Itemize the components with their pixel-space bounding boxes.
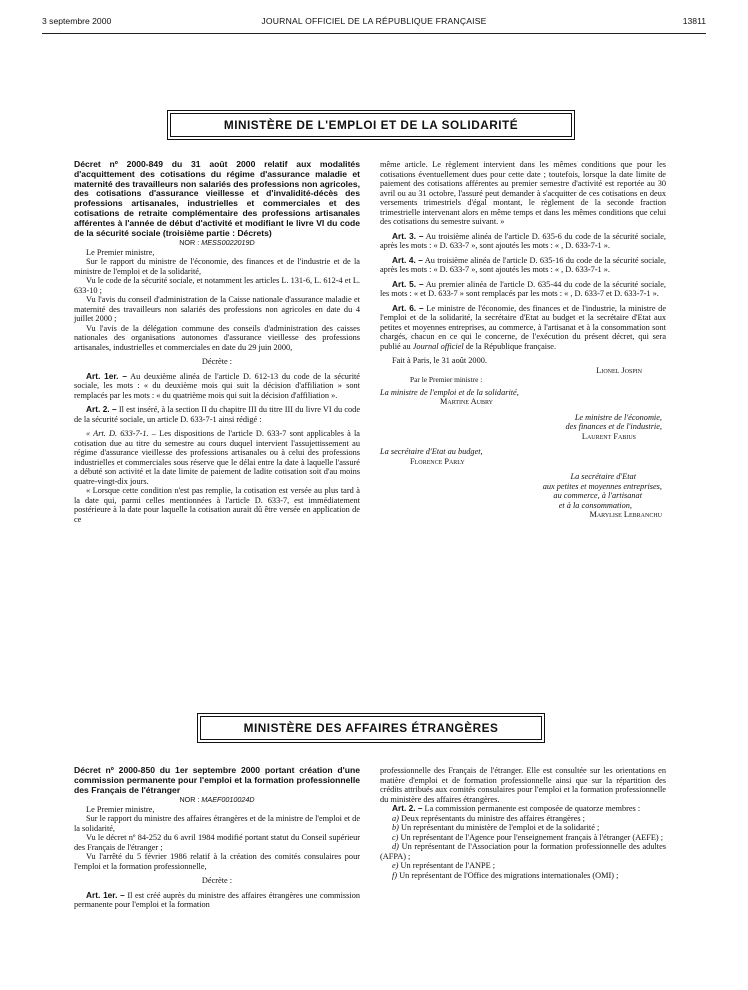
fait-a-paris: Fait à Paris, le 31 août 2000. [392,356,487,365]
visa-paragraph: Vu l'arrêté du 5 février 1986 relatif à la création des comités consulaires pour l'emploi et la formation professionnelle, [74,852,360,871]
list-item: c) Un représentant de l'Agence pour l'enseignement français à l'étranger (AEFE) ; [392,832,664,842]
nor-reference: NOR : MESS0022019D [179,238,255,248]
section1-left-column [74,160,360,524]
section2-right-column [380,766,666,880]
signature-role: des finances et de l'industrie, [565,422,662,431]
visa-paragraph: Vu le décret nº 84-252 du 6 avril 1984 modifié portant statut du Conseil supérieur des Français de l'étranger ; [74,833,360,852]
header-rule [42,33,706,34]
article-5: Art. 5. – Au premier alinéa de l'article D. 635-44 du code de la sécurité sociale, les mots : « et D. 633-7 » sont remplacés par les mots : « , D. 633-7 et D. 633-7-1 ». [380,278,666,298]
article-2-quote-1: « Art. D. 633-7-1. – Les dispositions de l'article D. 633-7 sont applicables à la cotisation due au titre du semestre au cours duquel intervient l'assujettissement au régime d'assurance vieillesse des professions artisanales ou à celui des professions industrielles et commerciales sous réserve que le délai entre la date à laquelle l'assuré a débuté son activité et la date limite de paiement de ladite cotisation soit d'au moins quatre-vingt-dix jours. [74,429,360,486]
list-item: e) Un représentant de l'ANPE ; [392,861,496,870]
article-2: Art. 2. – La commission permanente est composée de quatorze membres : [392,803,641,813]
signature-name: Laurent Fabius [581,431,636,441]
decrete-heading: Décrète : [201,876,233,886]
decrete-heading: Décrète : [201,357,233,367]
header-date: 3 septembre 2000 [42,16,112,26]
list-item: b) Un représentant du ministère de l'emploi et de la solidarité ; [392,823,600,832]
article-1: Art. 1er. – Au deuxième alinéa de l'article D. 612-13 du code de la sécurité sociale, les mots : « du deuxième mois qui suit la décision d'affiliation » sont remplacés par les mots : « du quatrième mois qui suit la décision d'affiliation ». [74,370,360,400]
article-2: Art. 2. – Il est inséré, à la section II du chapitre III du titre III du livre VI du code de la sécurité sociale, un article D. 633-7-1 ainsi rédigé : [74,404,360,424]
visa-paragraph: Vu l'avis du conseil d'administration de la Caisse nationale d'assurance maladie et maternité des travailleurs non salariés des professions non agricoles en date du 4 juillet 2000 ; [74,295,360,324]
signature-name: Florence Parly [410,456,465,466]
page-header [42,14,706,28]
article-1: Art. 1er. – Il est créé auprès du ministre des affaires étrangères une commission permanente pour l'emploi et la formation [74,889,360,910]
article-6: Art. 6. – Le ministre de l'économie, des finances et de l'industrie, la ministre de l'emploi et de la solidarité, la secrétaire d'Etat au budget et la secrétaire d'Etat aux petites et moyennes entreprises, au commerce, à l'artisanat et à la consommation sont chargés, chacun en ce qui le concerne, de l'exécution du présent décret, qui sera publié au Journal officiel de la République française. [380,302,666,351]
header-journal: JOURNAL OFFICIEL DE LA RÉPUBLIQUE FRANÇAISE [261,16,487,26]
visa-paragraph: Sur le rapport du ministre des affaires étrangères et de la ministre de l'emploi et de la solidarité, [74,814,360,833]
visa-paragraph: Vu l'avis de la délégation commune des conseils d'administration des caisses nationales des organisations autonomes d'assurance vieillesse des professions artisanales, industrielles et commerciales en date du 29 juin 2000, [74,323,360,352]
signature-role: La ministre de l'emploi et de la solidarité, [380,387,519,397]
premier-ministre: Le Premier ministre, [86,804,155,814]
signature-name: Marylise Lebranchu [589,510,662,519]
signature-premier-ministre: Lionel Jospin [596,365,642,375]
par-le-premier-ministre: Par le Premier ministre : [410,375,483,384]
article-3: Art. 3. – Au troisième alinéa de l'article D. 635-6 du code de la sécurité sociale, après les mots : « D. 633-7 », sont ajoutés les mots : « , D. 633-7-1 ». [380,230,666,250]
section2-left-column [74,766,360,910]
article-1-continued: professionnelle des Français de l'étranger. Elle est consultée sur les orientations en matière d'emploi et de formation professionnelle ainsi que sur la répartition des crédits attribués aux comités consulaires pour l'emploi et la formation professionnelle du ministère des affaires étrangères. [380,766,666,804]
signature-role: et à la consommation, [558,500,632,510]
signature-role: La secrétaire d'Etat [570,472,636,481]
signature-name: Martine Aubry [440,397,493,406]
nor-reference: NOR : MAEF0010024D [179,795,255,805]
article-2-quote-2-continued: même article. Le règlement intervient dans les mêmes conditions que pour les cotisations éventuellement dues pour cette date ; toutefois, lorsque la date limite de paiement des cotisations afférentes au premier semestre d'activité est reportée au 30 avril ou au 31 octobre, l'assuré peut demander à s'acquitter de ces cotisations en deux versements trimestriels d'égal montant, le règlement de la seconde fraction trimestrielle intervenant alors en même temps et dans les mêmes conditions que celui des cotisations du semestre suivant. » [380,160,666,226]
header-page-number: 13811 [682,16,706,26]
signature-role: au commerce, à l'artisanat [553,491,642,500]
visa-paragraph: Vu le code de la sécurité sociale, et notamment les articles L. 131-6, L. 612-4 et L. 633-10 ; [74,276,360,295]
list-item: d) Un représentant de l'Association pour la formation professionnelle des adultes (AFPA) ; [380,842,667,861]
premier-ministre: Le Premier ministre, [86,247,155,257]
ministry-banner-emploi: MINISTÈRE DE L'EMPLOI ET DE LA SOLIDARITÉ [170,113,572,137]
signature-role: aux petites et moyennes entreprises, [542,481,662,491]
list-item: a) Deux représentants du ministre des affaires étrangères ; [392,813,585,823]
ministry-banner-affaires-etrangeres: MINISTÈRE DES AFFAIRES ÉTRANGÈRES [200,716,542,740]
section1-right-column [380,160,666,520]
signature-role: Le ministre de l'économie, [574,412,662,422]
decree-title: Décret nº 2000-850 du 1er septembre 2000 portant création d'une commission permanente pour l'emploi et la formation professionnelle des Français de l'étranger [74,765,360,795]
signature-role: La secrétaire d'Etat au budget, [380,447,483,456]
article-2-quote-2: « Lorsque cette condition n'est pas remplie, la cotisation est versée au plus tard à la date qui, parmi celles mentionnées à l'article D. 633-7, est immédiatement postérieure à la date pour laquelle la cotisation aurait dû être versée en application de ce [74,486,360,524]
decree-title: Décret nº 2000-849 du 31 août 2000 relatif aux modalités d'acquittement des cotisations du régime d'assurance maladie et maternité des travailleurs non salariés des professions non agricoles, des cotisations d'assurance vieillesse et d'invalidité-décès des professions artisanales, industrielles et commerciales et des cotisations de retraite complémentaire des professions artisanales afférentes à l'année de début d'activité et modifiant le livre VI du code de la sécurité sociale (troisième partie : Décrets) [74,159,360,238]
list-item: f) Un représentant de l'Office des migrations internationales (OMI) ; [392,870,619,880]
visa-paragraph: Sur le rapport du ministre de l'économie, des finances et de l'industrie et de la ministre de l'emploi et de la solidarité, [74,257,360,276]
article-4: Art. 4. – Au troisième alinéa de l'article D. 635-16 du code de la sécurité sociale, après les mots : « D. 633-7 », sont ajoutés les mots : « , D. 633-7-1 ». [380,254,666,274]
